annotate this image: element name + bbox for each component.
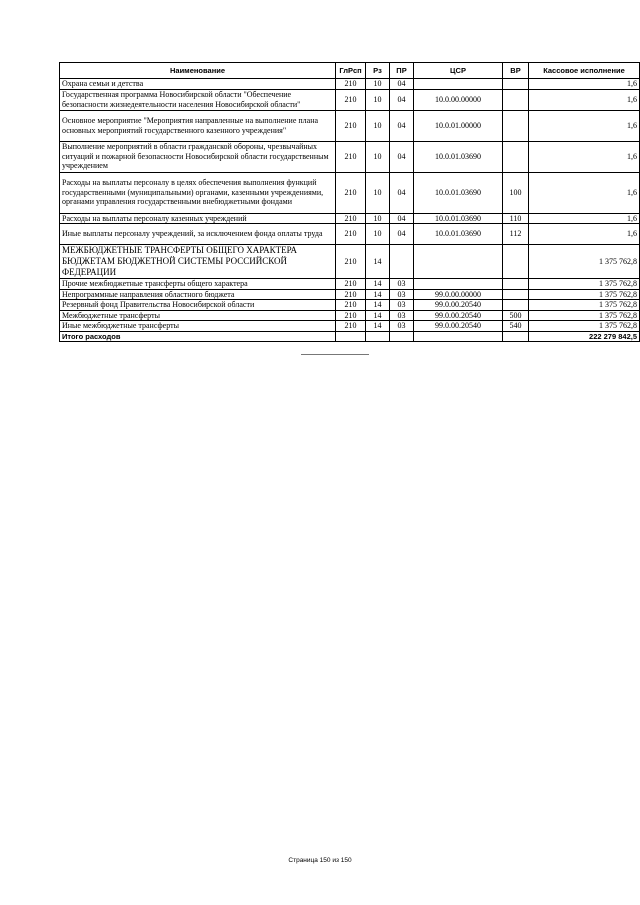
table-row	[60, 110, 640, 141]
row-pr: 03	[390, 300, 414, 311]
row-name: Расходы на выплаты персоналу казенных учреждений	[60, 213, 336, 224]
header-vr: ВР	[503, 63, 529, 79]
row-pr: 03	[390, 289, 414, 300]
row-glrsp: 210	[336, 310, 366, 321]
row-vr	[503, 141, 529, 172]
row-pr: 03	[390, 279, 414, 290]
total-label: Итого расходов	[60, 331, 336, 342]
row-amount: 1,6	[529, 110, 640, 141]
row-csr: 10.0.01.00000	[414, 110, 503, 141]
row-vr: 112	[503, 224, 529, 245]
row-amount: 1,6	[529, 79, 640, 90]
table-row	[60, 279, 640, 290]
header-glrsp: ГлРсп	[336, 63, 366, 79]
row-csr: 99.0.00.00000	[414, 289, 503, 300]
row-name: Государственная программа Новосибирской области "Обеспечение безопасности жизнедеятельности населения Новосибирской области"	[60, 89, 336, 110]
row-vr: 110	[503, 213, 529, 224]
row-csr: 10.0.01.03690	[414, 224, 503, 245]
row-glrsp: 210	[336, 89, 366, 110]
total-empty-cell	[414, 331, 503, 342]
table-row	[60, 213, 640, 224]
row-rz: 10	[366, 172, 390, 213]
row-amount: 1 375 762,8	[529, 321, 640, 332]
row-rz: 14	[366, 310, 390, 321]
row-amount: 1 375 762,8	[529, 245, 640, 279]
row-csr: 10.0.01.03690	[414, 141, 503, 172]
row-pr: 04	[390, 172, 414, 213]
expenditure-table	[59, 62, 640, 342]
row-glrsp: 210	[336, 224, 366, 245]
table-row	[60, 289, 640, 300]
row-glrsp: 210	[336, 279, 366, 290]
row-glrsp: 210	[336, 141, 366, 172]
header-name: Наименование	[60, 63, 336, 79]
row-csr	[414, 245, 503, 279]
row-name: Межбюджетные трансферты	[60, 310, 336, 321]
row-csr	[414, 79, 503, 90]
row-csr	[414, 279, 503, 290]
table-row	[60, 89, 640, 110]
row-csr: 10.0.01.03690	[414, 172, 503, 213]
row-name: МЕЖБЮДЖЕТНЫЕ ТРАНСФЕРТЫ ОБЩЕГО ХАРАКТЕРА БЮДЖЕТАМ БЮДЖЕТНОЙ СИСТЕМЫ РОССИЙСКОЙ ФЕДЕРАЦИИ	[60, 245, 336, 279]
row-vr	[503, 300, 529, 311]
row-amount: 1,6	[529, 213, 640, 224]
table-row	[60, 310, 640, 321]
table-header-row	[60, 63, 640, 79]
row-rz: 10	[366, 224, 390, 245]
table-row	[60, 300, 640, 311]
section-divider	[301, 354, 369, 355]
row-glrsp: 210	[336, 321, 366, 332]
row-pr: 04	[390, 224, 414, 245]
row-vr	[503, 245, 529, 279]
total-amount: 222 279 842,5	[529, 331, 640, 342]
table-row	[60, 141, 640, 172]
page-number-footer: Страница 150 из 150	[288, 857, 352, 864]
row-rz: 14	[366, 321, 390, 332]
table-row	[60, 321, 640, 332]
row-name: Иные выплаты персоналу учреждений, за исключением фонда оплаты труда	[60, 224, 336, 245]
row-csr: 10.0.01.03690	[414, 213, 503, 224]
header-amount: Кассовое исполнение	[529, 63, 640, 79]
row-vr: 540	[503, 321, 529, 332]
row-name: Иные межбюджетные трансферты	[60, 321, 336, 332]
row-vr: 100	[503, 172, 529, 213]
row-vr	[503, 89, 529, 110]
header-csr: ЦСР	[414, 63, 503, 79]
row-rz: 10	[366, 141, 390, 172]
row-amount: 1 375 762,8	[529, 289, 640, 300]
row-rz: 14	[366, 289, 390, 300]
row-pr: 03	[390, 310, 414, 321]
row-vr	[503, 289, 529, 300]
row-pr: 03	[390, 321, 414, 332]
row-csr: 99.0.00.20540	[414, 300, 503, 311]
row-rz: 14	[366, 300, 390, 311]
row-name: Резервный фонд Правительства Новосибирской области	[60, 300, 336, 311]
row-pr	[390, 245, 414, 279]
total-empty-cell	[336, 331, 366, 342]
row-glrsp: 210	[336, 300, 366, 311]
table-row	[60, 79, 640, 90]
row-name: Расходы на выплаты персоналу в целях обеспечения выполнения функций государственными (муниципальными) органами, казенными учреждениями, органами управления государственными внебюджетными фондами	[60, 172, 336, 213]
row-csr: 99.0.00.20540	[414, 310, 503, 321]
table-row	[60, 172, 640, 213]
row-name: Охрана семьи и детства	[60, 79, 336, 90]
header-pr: ПР	[390, 63, 414, 79]
row-vr	[503, 279, 529, 290]
row-vr	[503, 79, 529, 90]
row-pr: 04	[390, 79, 414, 90]
row-rz: 10	[366, 89, 390, 110]
row-amount: 1 375 762,8	[529, 300, 640, 311]
header-rz: Рз	[366, 63, 390, 79]
row-amount: 1 375 762,8	[529, 310, 640, 321]
row-glrsp: 210	[336, 245, 366, 279]
row-amount: 1,6	[529, 141, 640, 172]
table-row	[60, 224, 640, 245]
row-name: Непрограммные направления областного бюджета	[60, 289, 336, 300]
row-rz: 10	[366, 79, 390, 90]
row-amount: 1 375 762,8	[529, 279, 640, 290]
row-glrsp: 210	[336, 79, 366, 90]
total-empty-cell	[390, 331, 414, 342]
row-amount: 1,6	[529, 89, 640, 110]
total-row	[60, 331, 640, 342]
row-amount: 1,6	[529, 172, 640, 213]
row-glrsp: 210	[336, 110, 366, 141]
table-row	[60, 245, 640, 279]
row-rz: 14	[366, 279, 390, 290]
row-name: Прочие межбюджетные трансферты общего характера	[60, 279, 336, 290]
row-vr: 500	[503, 310, 529, 321]
row-glrsp: 210	[336, 172, 366, 213]
row-glrsp: 210	[336, 213, 366, 224]
row-rz: 10	[366, 110, 390, 141]
row-pr: 04	[390, 213, 414, 224]
row-pr: 04	[390, 89, 414, 110]
total-empty-cell	[503, 331, 529, 342]
total-empty-cell	[366, 331, 390, 342]
row-glrsp: 210	[336, 289, 366, 300]
row-rz: 14	[366, 245, 390, 279]
row-name: Выполнение мероприятий в области гражданской обороны, чрезвычайных ситуаций и пожарной безопасности Новосибирской области государственным учреждением	[60, 141, 336, 172]
row-csr: 99.0.00.20540	[414, 321, 503, 332]
row-pr: 04	[390, 110, 414, 141]
row-rz: 10	[366, 213, 390, 224]
row-pr: 04	[390, 141, 414, 172]
row-name: Основное мероприятие "Мероприятия направленные на выполнение плана основных мероприятий государственного казенного учреждения"	[60, 110, 336, 141]
row-vr	[503, 110, 529, 141]
row-amount: 1,6	[529, 224, 640, 245]
row-csr: 10.0.00.00000	[414, 89, 503, 110]
